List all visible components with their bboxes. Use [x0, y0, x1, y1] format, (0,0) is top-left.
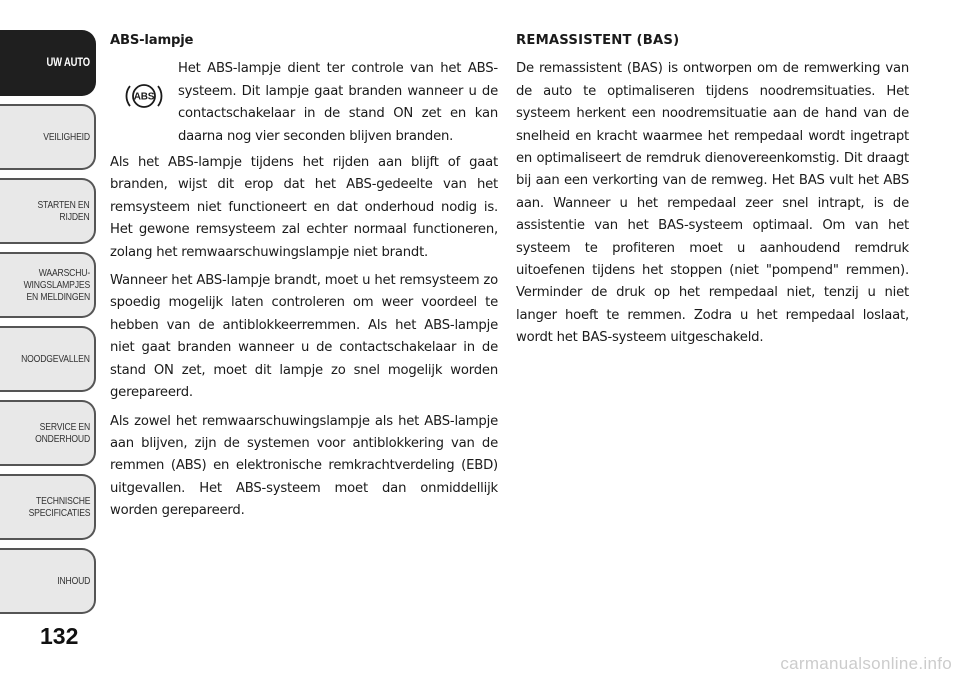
- tab-label: TECHNISCHE SPECIFICATIES: [28, 495, 90, 519]
- body-paragraph: Als zowel het remwaarschuwingslampje als het ABS-lampje aan blijven, zijn de systemen voor antiblokkering van de remmen (ABS) en elektronische remkrachtverdeling (EBD) uitgevallen. Het ABS-systeem moet dan onmiddellijk worden gerepareerd.: [110, 413, 498, 519]
- tab-label: INHOUD: [57, 575, 90, 587]
- section-heading-bas: REMASSISTENT (BAS): [516, 33, 680, 48]
- tab-label: SERVICE EN ONDERHOUD: [35, 421, 90, 445]
- tab-uw-auto[interactable]: [0, 30, 96, 96]
- section-heading-abs: ABS-lampje: [110, 33, 194, 48]
- watermark: carmanualsonline.info: [780, 654, 952, 673]
- abs-warning-icon: [124, 80, 164, 112]
- right-column: [516, 30, 909, 356]
- tab-technische-specificaties[interactable]: [0, 474, 96, 540]
- tab-waarschuwingslampjes[interactable]: [0, 252, 96, 318]
- body-paragraph: Als het ABS-lampje tijdens het rijden aan blijft of gaat branden, wijst dit erop dat het ABS-gedeelte van het remsysteem niet functioneert en dat onderhoud nodig is. Het gewone remsysteem zal echter normaal functioneren, zolang het remwaarschuwingslampje niet brandt.: [110, 155, 498, 260]
- abs-icon-paragraph: Het ABS-lampje dient ter controle van het ABS-systeem. Dit lampje gaat branden wanneer u de contactschakelaar in de stand ON zet en kan daarna nog vier seconden blijven branden.: [178, 61, 498, 144]
- tab-label: WAARSCHU- WINGSLAMPJES EN MELDINGEN: [23, 267, 90, 303]
- left-column: [110, 30, 498, 529]
- tab-label: UW AUTO: [46, 57, 90, 69]
- tab-label: NOODGEVALLEN: [21, 353, 90, 365]
- tab-label: STARTEN EN RIJDEN: [37, 199, 90, 223]
- tab-inhoud[interactable]: [0, 548, 96, 614]
- tab-service-en-onderhoud[interactable]: [0, 400, 96, 466]
- abs-icon-cell: [110, 58, 178, 112]
- body-paragraph: Wanneer het ABS-lampje brandt, moet u het remsysteem zo spoedig mogelijk laten controleren om weer voordeel te hebben van de antiblokkeerremmen. Als het ABS-lampje niet gaat branden wanneer u de contactschakelaar in de stand ON zet, moet dit lampje zo snel mogelijk worden gerepareerd.: [110, 273, 498, 401]
- tab-veiligheid[interactable]: [0, 104, 96, 170]
- body-paragraph: De remassistent (BAS) is ontworpen om de remwerking van de auto te optimaliseren tijdens noodremsituaties. Het systeem herkent een noodremsituatie aan de hand van de snelheid en kracht waarmee het rempedaal wordt ingetrapt en optimaliseert de remdruk dienovereenkomstig. Dit draagt bij aan een verkorting van de remweg. Het BAS vult het ABS aan. Wanneer u het rempedaal zeer snel intrapt, is de assistentie van het BAS-systeem optimaal. Om van het systeem te profiteren moet u aanhoudend remdruk uitoefenen tijdens het stoppen (niet "pompend" remmen). Verminder de druk op het rempedaal niet, tenzij u niet langer hoeft te remmen. Zodra u het rempedaal loslaat, wordt het BAS-systeem uitgeschakeld.: [516, 61, 909, 346]
- abs-icon-block: [110, 58, 498, 148]
- page-number: 132: [40, 623, 79, 649]
- tab-noodgevallen[interactable]: [0, 326, 96, 392]
- tab-label: VEILIGHEID: [43, 131, 90, 143]
- tab-starten-en-rijden[interactable]: [0, 178, 96, 244]
- abs-icon-text: ABS: [133, 91, 155, 103]
